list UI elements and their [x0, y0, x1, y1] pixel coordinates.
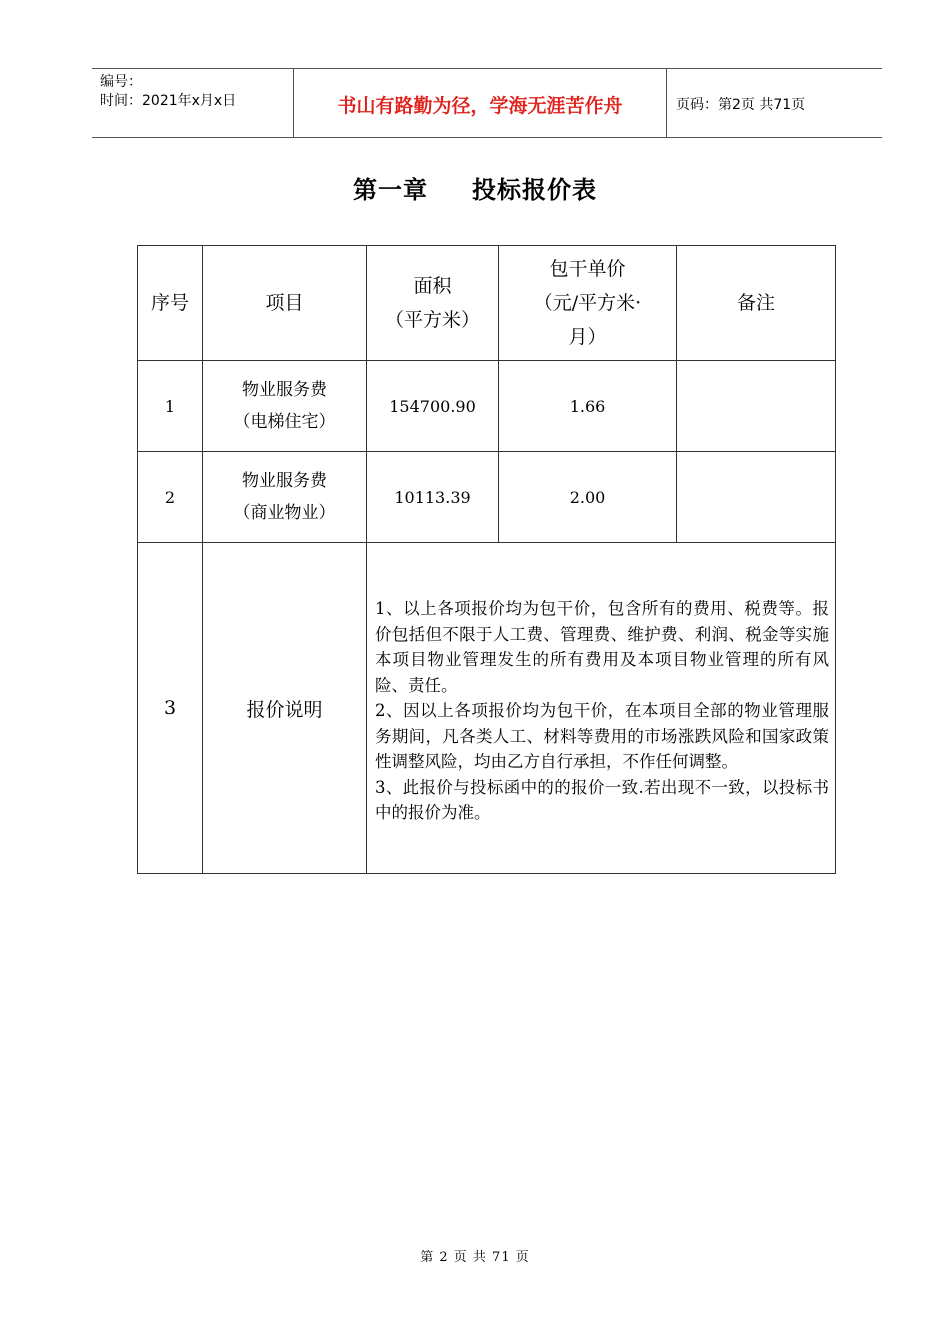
header-page-number: 页码：第2页 共71页 [676, 97, 806, 113]
header-price-unit-end: 月） [568, 326, 607, 348]
note-paragraph: 1、以上各项报价均为包干价，包含所有的费用、税费等。报价包括但不限于人工费、管理费、维护费、利润、税金等实施本项目物业管理发生的所有费用及本项目物业管理的所有风险、责任。 [375, 599, 829, 695]
header-motto: 书山有路勤为径，学海无涯苦作舟 [337, 95, 623, 117]
row-price: 1.66 [499, 361, 677, 452]
header-divider [666, 69, 667, 137]
table-row [138, 361, 836, 452]
header-item: 项目 [203, 246, 367, 361]
page-header [92, 68, 882, 138]
chapter-label: 第一章 [353, 176, 428, 204]
row-item [203, 452, 367, 543]
header-price-line: 包干单价 [549, 258, 626, 280]
header-price-unit: （元/平方米· [533, 292, 642, 314]
chapter-title: 投标报价表 [472, 176, 597, 204]
row-area: 154700.90 [367, 361, 499, 452]
header-time: 时间：2021年x月x日 [100, 93, 237, 109]
table-row [138, 452, 836, 543]
row-item-sub: （电梯住宅） [233, 412, 336, 432]
row-item-line: 物业服务费 [242, 471, 327, 491]
row-item: 报价说明 [203, 543, 367, 874]
table-header-row [138, 246, 836, 361]
row-item-line: 物业服务费 [242, 380, 327, 400]
header-area [367, 246, 499, 361]
header-area-line: 面积 [413, 275, 452, 297]
row-item-sub: （商业物业） [233, 503, 336, 523]
row-remark [677, 452, 836, 543]
header-area-unit: （平方米） [384, 309, 480, 331]
header-meta [100, 73, 236, 111]
table-row [138, 543, 836, 874]
row-remark [677, 361, 836, 452]
row-area: 10113.39 [367, 452, 499, 543]
note-paragraph: 2、因以上各项报价均为包干价，在本项目全部的物业管理服务期间，凡各类人工、材料等费用的市场涨跌风险和国家政策性调整风险，均由乙方自行承担，不作任何调整。 [375, 701, 829, 772]
quote-table [137, 245, 836, 874]
row-seq: 2 [138, 452, 203, 543]
header-remark: 备注 [677, 246, 836, 361]
note-paragraph: 3、此报价与投标函中的的报价一致.若出现不一致，以投标书中的报价为准。 [375, 777, 829, 823]
row-price: 2.00 [499, 452, 677, 543]
page-title [0, 170, 950, 205]
header-number: 编号： [100, 74, 142, 90]
page-footer: 第 2 页 共 71 页 [420, 1250, 530, 1265]
header-price [499, 246, 677, 361]
row-item [203, 361, 367, 452]
row-seq: 3 [138, 543, 203, 874]
header-seq: 序号 [138, 246, 203, 361]
row-seq: 1 [138, 361, 203, 452]
pricing-notes [367, 543, 836, 874]
